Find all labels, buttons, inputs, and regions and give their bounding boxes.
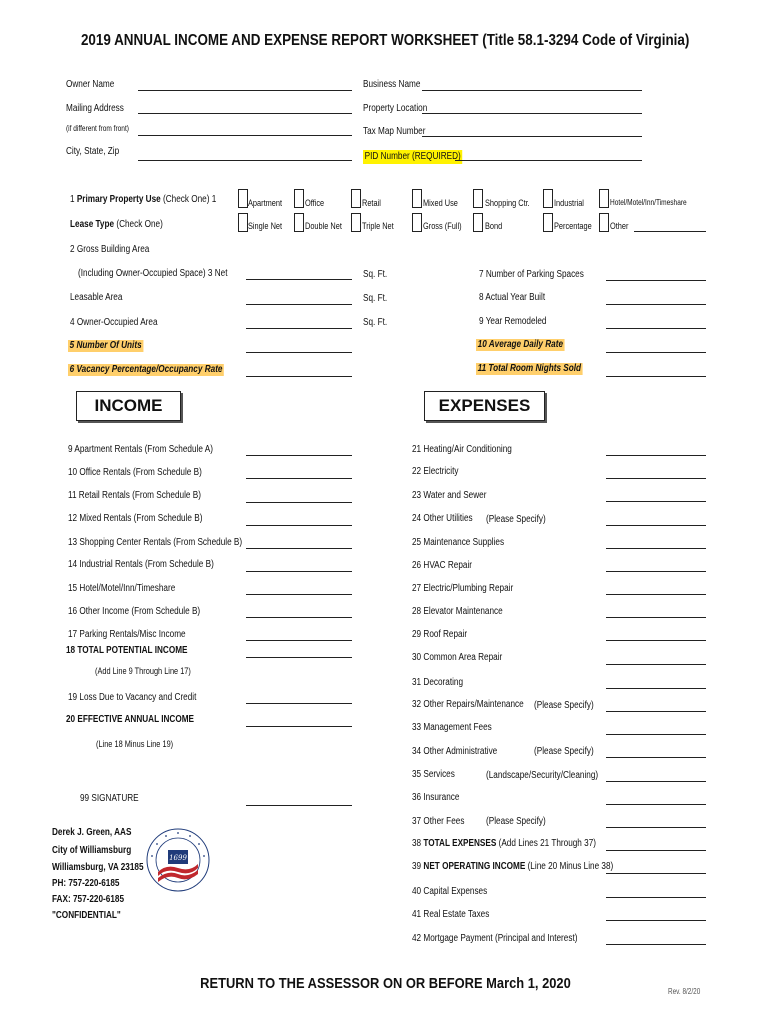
income-line-10: 10 Office Rentals (From Schedule B)	[68, 467, 202, 478]
apartment-label: Apartment	[248, 198, 283, 208]
triple-net-label: Triple Net	[362, 221, 394, 231]
page-title: 2019 ANNUAL INCOME AND EXPENSE REPORT WORKSHEET (Title 58.1-3294 Code of Virginia)	[80, 32, 690, 49]
income-line-14: 14 Industrial Rentals (From Schedule B)	[68, 559, 214, 570]
percentage-label: Percentage	[554, 221, 592, 231]
retail-checkbox[interactable]	[351, 189, 361, 208]
shopping-ctr-label: Shopping Ctr.	[485, 198, 530, 208]
owner-name-field[interactable]	[138, 90, 352, 91]
real-estate-taxes-label: 41 Real Estate Taxes	[412, 909, 490, 920]
gross-full-checkbox[interactable]	[412, 213, 422, 232]
shopping-ctr-checkbox[interactable]	[473, 189, 483, 208]
effective-income-label: 20 EFFECTIVE ANNUAL INCOME	[66, 714, 195, 725]
expense-field-37[interactable]	[606, 827, 706, 828]
avg-daily-rate-field[interactable]	[606, 352, 706, 353]
mixed-use-label: Mixed Use	[423, 198, 458, 208]
business-name-label: Business Name	[363, 79, 421, 90]
pid-number-field[interactable]	[455, 160, 642, 161]
property-location-label: Property Location	[363, 103, 428, 114]
income-line-17: 17 Parking Rentals/Misc Income	[68, 629, 186, 640]
double-net-checkbox[interactable]	[294, 213, 304, 232]
property-location-field[interactable]	[422, 113, 642, 114]
total-potential-field[interactable]	[246, 657, 352, 658]
mailing-address-label: Mailing Address	[66, 103, 124, 114]
return-instructions: RETURN TO THE ASSESSOR ON OR BEFORE March 1, 2020	[199, 975, 571, 992]
income-field-16[interactable]	[246, 617, 352, 618]
other-label: Other	[610, 221, 629, 231]
noi-label: 39 NET OPERATING INCOME (Line 20 Minus Line 38)	[412, 861, 614, 872]
sqft-label-3: Sq. Ft.	[363, 317, 388, 328]
expense-line-25: 25 Maintenance Supplies	[412, 537, 505, 548]
mailing-address-field-2[interactable]	[138, 135, 352, 136]
expense-line-24: 24 Other Utilities	[412, 513, 473, 524]
contact-name: Derek J. Green, AAS	[52, 827, 132, 838]
mailing-address-field[interactable]	[138, 113, 352, 114]
expense-field-22[interactable]	[606, 478, 706, 479]
capital-expenses-field[interactable]	[606, 897, 706, 898]
expense-field-30[interactable]	[606, 664, 706, 665]
industrial-checkbox[interactable]	[543, 189, 553, 208]
capital-expenses-label: 40 Capital Expenses	[412, 886, 488, 897]
expense-field-23[interactable]	[606, 501, 706, 502]
effective-income-note: (Line 18 Minus Line 19)	[96, 739, 174, 749]
expense-field-34[interactable]	[606, 757, 706, 758]
expense-line-21: 21 Heating/Air Conditioning	[412, 444, 512, 455]
expense-field-35[interactable]	[606, 781, 706, 782]
city-state-zip-label: City, State, Zip	[66, 146, 120, 157]
income-line-13: 13 Shopping Center Rentals (From Schedule B)	[68, 537, 243, 548]
expense-line-23: 23 Water and Sewer	[412, 490, 487, 501]
single-net-label: Single Net	[248, 221, 283, 231]
expense-field-27[interactable]	[606, 594, 706, 595]
if-different-label: (if different from front)	[66, 124, 129, 133]
expense-field-36[interactable]	[606, 804, 706, 805]
loss-vacancy-label: 19 Loss Due to Vacancy and Credit	[68, 692, 197, 703]
tax-map-number-label: Tax Map Number	[363, 126, 426, 137]
expense-line-36: 36 Insurance	[412, 792, 460, 803]
vacancy-field[interactable]	[246, 376, 352, 377]
units-label: 5 Number Of Units	[69, 340, 142, 351]
owner-name-label: Owner Name	[66, 79, 115, 90]
triple-net-checkbox[interactable]	[351, 213, 361, 232]
year-built-field[interactable]	[606, 304, 706, 305]
expense-line-32: 32 Other Repairs/Maintenance	[412, 699, 524, 710]
real-estate-taxes-field[interactable]	[606, 920, 706, 921]
parking-label: 7 Number of Parking Spaces	[479, 269, 584, 280]
expense-note-24: (Please Specify)	[486, 514, 546, 525]
income-field-15[interactable]	[246, 594, 352, 595]
property-use-label: 1 Primary Property Use (Check One) 1	[70, 194, 217, 205]
other-lease-field[interactable]	[634, 231, 706, 232]
leasable-label: Leasable Area	[70, 292, 123, 303]
expense-line-29: 29 Roof Repair	[412, 629, 468, 640]
revision-label: Rev. 8/2/20	[668, 987, 701, 996]
income-field-10[interactable]	[246, 478, 352, 479]
expense-field-32[interactable]	[606, 711, 706, 712]
year-built-label: 8 Actual Year Built	[479, 292, 546, 303]
gross-full-label: Gross (Full)	[423, 221, 462, 231]
bond-checkbox[interactable]	[473, 213, 483, 232]
bond-label: Bond	[485, 221, 503, 231]
expense-line-37: 37 Other Fees	[412, 816, 465, 827]
expense-line-31: 31 Decorating	[412, 677, 464, 688]
total-expenses-field[interactable]	[606, 850, 706, 851]
parking-field[interactable]	[606, 280, 706, 281]
signature-label: 99 SIGNATURE	[80, 793, 139, 804]
retail-label: Retail	[362, 198, 381, 208]
noi-field[interactable]	[606, 873, 706, 874]
income-field-17[interactable]	[246, 640, 352, 641]
office-label: Office	[305, 198, 325, 208]
owner-occupied-label: 4 Owner-Occupied Area	[70, 317, 158, 328]
expense-line-30: 30 Common Area Repair	[412, 652, 503, 663]
expense-line-33: 33 Management Fees	[412, 722, 492, 733]
income-field-12[interactable]	[246, 525, 352, 526]
expense-line-28: 28 Elevator Maintenance	[412, 606, 503, 617]
expense-line-26: 26 HVAC Repair	[412, 560, 473, 571]
expense-field-28[interactable]	[606, 617, 706, 618]
income-line-16: 16 Other Income (From Schedule B)	[68, 606, 201, 617]
sqft-label-2: Sq. Ft.	[363, 293, 388, 304]
expense-field-24[interactable]	[606, 525, 706, 526]
income-field-11[interactable]	[246, 502, 352, 503]
contact-org: City of Williamsburg	[52, 845, 132, 856]
hotel-checkbox[interactable]	[599, 189, 609, 208]
gross-area-field[interactable]	[246, 279, 352, 280]
room-nights-field[interactable]	[606, 376, 706, 377]
income-heading: INCOME	[76, 391, 181, 421]
total-potential-note: (Add Line 9 Through Line 17)	[95, 666, 191, 676]
mortgage-label: 42 Mortgage Payment (Principal and Interest)	[412, 933, 578, 944]
svg-text:1699: 1699	[169, 854, 187, 862]
contact-confidential: "CONFIDENTIAL"	[52, 910, 121, 921]
mortgage-field[interactable]	[606, 944, 706, 945]
expense-field-31[interactable]	[606, 688, 706, 689]
sqft-label-1: Sq. Ft.	[363, 269, 388, 280]
expenses-heading: EXPENSES	[424, 391, 545, 421]
expense-note-32: (Please Specify)	[534, 700, 594, 711]
city-state-zip-field[interactable]	[138, 160, 352, 161]
expense-field-33[interactable]	[606, 734, 706, 735]
double-net-label: Double Net	[305, 221, 342, 231]
year-remodeled-label: 9 Year Remodeled	[479, 316, 547, 327]
percentage-checkbox[interactable]	[543, 213, 553, 232]
industrial-label: Industrial	[554, 198, 584, 208]
expense-line-34: 34 Other Administrative	[412, 746, 498, 757]
contact-city: Williamsburg, VA 23185	[52, 862, 144, 873]
expense-field-29[interactable]	[606, 640, 706, 641]
single-net-checkbox[interactable]	[238, 213, 248, 232]
leasable-field[interactable]	[246, 304, 352, 305]
expense-line-22: 22 Electricity	[412, 466, 459, 477]
income-line-9: 9 Apartment Rentals (From Schedule A)	[68, 444, 213, 455]
pid-number-label: PID Number (REQUIRED)	[364, 151, 461, 162]
including-label: (Including Owner-Occupied Space) 3 Net	[78, 268, 228, 279]
hotel-label: Hotel/Motel/Inn/Timeshare	[610, 198, 687, 207]
expense-field-25[interactable]	[606, 548, 706, 549]
tax-map-number-field[interactable]	[422, 136, 642, 137]
income-line-11: 11 Retail Rentals (From Schedule B)	[68, 490, 201, 501]
expense-line-27: 27 Electric/Plumbing Repair	[412, 583, 514, 594]
avg-daily-rate-label: 10 Average Daily Rate	[477, 339, 564, 350]
income-field-9[interactable]	[246, 455, 352, 456]
year-remodeled-field[interactable]	[606, 328, 706, 329]
units-field[interactable]	[246, 352, 352, 353]
income-field-14[interactable]	[246, 571, 352, 572]
expense-field-26[interactable]	[606, 571, 706, 572]
expense-line-35: 35 Services	[412, 769, 455, 780]
city-seal-logo	[146, 828, 210, 892]
expense-note-34: (Please Specify)	[534, 746, 594, 757]
business-name-field[interactable]	[422, 90, 642, 91]
contact-fax: FAX: 757-220-6185	[52, 894, 125, 905]
room-nights-label: 11 Total Room Nights Sold	[477, 363, 582, 374]
expense-field-21[interactable]	[606, 455, 706, 456]
effective-income-field[interactable]	[246, 726, 352, 727]
mixed-use-checkbox[interactable]	[412, 189, 422, 208]
income-field-13[interactable]	[246, 548, 352, 549]
owner-occupied-field[interactable]	[246, 328, 352, 329]
office-checkbox[interactable]	[294, 189, 304, 208]
total-expenses-label: 38 TOTAL EXPENSES (Add Lines 21 Through 37)	[412, 838, 597, 849]
apartment-checkbox[interactable]	[238, 189, 248, 208]
lease-type-label: Lease Type (Check One)	[70, 219, 163, 230]
signature-field[interactable]	[246, 805, 352, 806]
total-potential-label: 18 TOTAL POTENTIAL INCOME	[66, 645, 188, 656]
income-line-15: 15 Hotel/Motel/Inn/Timeshare	[68, 583, 176, 594]
gross-area-label: 2 Gross Building Area	[70, 244, 150, 255]
contact-phone: PH: 757-220-6185	[52, 878, 120, 889]
expense-note-37: (Please Specify)	[486, 816, 546, 827]
loss-vacancy-field[interactable]	[246, 703, 352, 704]
other-checkbox[interactable]	[599, 213, 609, 232]
vacancy-label: 6 Vacancy Percentage/Occupancy Rate	[69, 364, 223, 375]
income-line-12: 12 Mixed Rentals (From Schedule B)	[68, 513, 203, 524]
expense-note-35: (Landscape/Security/Cleaning)	[486, 770, 599, 781]
